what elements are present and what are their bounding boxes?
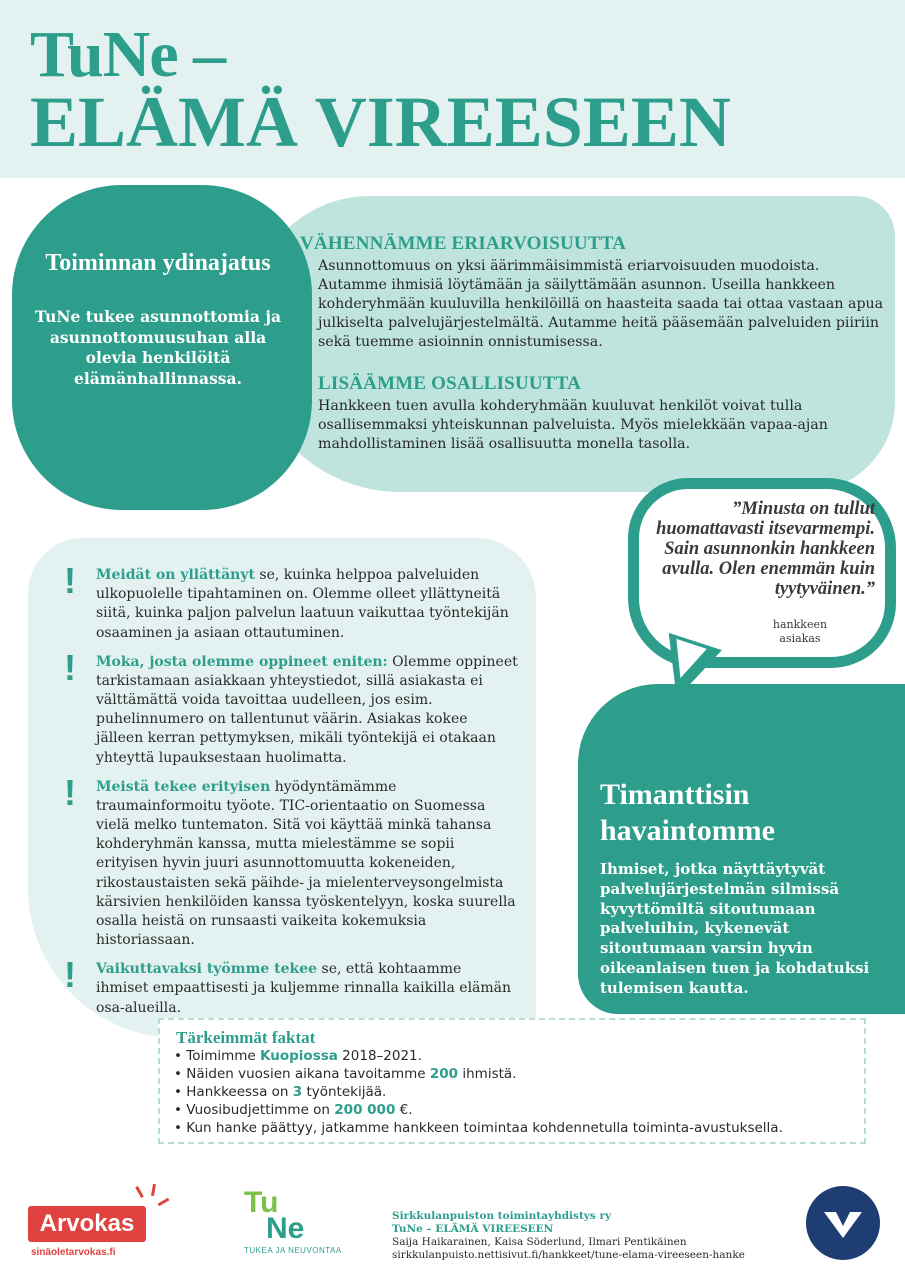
learning-text	[96, 778, 518, 951]
quote-source: hankkeen asiakas	[772, 618, 828, 646]
list-item	[58, 560, 518, 643]
learning-lead: Moka, josta olemme oppineet eniten:	[96, 653, 388, 670]
learning-body: se, että kohtaamme ihmiset empaattisesti ja kuljemme rinnalla kaikilla elämän osa-alueilla.	[96, 961, 512, 1016]
tune-logo-sub: TUKEA JA NEUVONTAA	[244, 1246, 342, 1255]
facts-list	[174, 1048, 850, 1138]
section-inclusion	[318, 371, 878, 454]
learning-lead: Meidät on yllättänyt	[96, 567, 255, 583]
exclamation-icon: !	[64, 560, 76, 601]
section-inclusion-heading: LISÄÄMME OSALLISUUTTA	[318, 373, 582, 394]
list-item	[58, 646, 518, 768]
title-line-2: ELÄMÄ VIREESEEN	[30, 82, 731, 162]
section-inequality-heading: VÄHENNÄMME ERIARVOISUUTTA	[300, 233, 627, 254]
project-name: TuNe – ELÄMÄ VIREESEEN	[392, 1223, 554, 1236]
client-quote: ”Minusta on tullut huomattavasti itsevarmempi. Sain asunnonkin hankkeen avulla. Olen enemmän kuin tyytyväinen.”	[656, 499, 875, 599]
fact-item: • Kun hanke päättyy, jatkamme hankkeen toimintaa kohdennetulla toiminta-avustuksella.	[174, 1120, 850, 1138]
org-info	[392, 1210, 745, 1263]
list-item	[58, 954, 518, 1018]
arvokas-url: sinäoletarvokas.fi	[31, 1247, 116, 1258]
org-name: Sirkkulanpuiston toimintayhdistys ry	[392, 1210, 612, 1222]
heart-shapes-icon	[822, 1210, 864, 1240]
title-line-1: TuNe –	[30, 18, 226, 91]
core-idea-text: TuNe tukee asunnottomia ja asunnottomuusuhan alla olevia henkilöitä elämänhallinnassa.	[34, 307, 282, 388]
spark-icon	[135, 1186, 144, 1198]
spark-icon	[158, 1198, 170, 1207]
section-inclusion-text: Hankkeen tuen avulla kohderyhmään kuuluvat henkilöt voivat tulla osallisemmaksi yhteiskunnan palveluista. Myös mielekkään vapaa-ajan mahdollistaminen lisää osallisuutta monella tasolla.	[318, 397, 828, 452]
fact-item: • Toimimme Kuopiossa 2018–2021.	[174, 1048, 850, 1066]
arvokas-logo: Arvokas	[28, 1206, 146, 1242]
learnings-list	[58, 560, 518, 1028]
core-idea	[22, 248, 294, 389]
learning-body: Olemme oppineet tarkistamaan asiakkaan yhteystiedot, sillä asiakasta ei välttämättä voida tavoittaa uudelleen, jos esim. puhelinnumero on tallentunut väärin. Asiakas kokee jälleen kerran pettymyksen, mikäli työntekijä ei otakaan yhteyttä lupauksestaan huolimatta.	[96, 653, 518, 766]
learning-text	[96, 653, 518, 768]
page-title	[30, 18, 731, 162]
learning-text	[96, 566, 518, 643]
facts-heading: Tärkeimmät faktat	[176, 1028, 316, 1047]
veikkaus-logo	[806, 1186, 880, 1260]
learning-body: se, kuinka helppoa palveluiden ulkopuolelle tipahtaminen on. Olemme olleet yllättyneitä siitä, kuinka paljon palvelun laatuun vaikuttaa työntekijän osaaminen ja asiaan ottautuminen.	[96, 567, 509, 641]
fact-item: • Näiden vuosien aikana tavoitamme 200 ihmistä.	[174, 1066, 850, 1084]
facts-box	[158, 1018, 866, 1144]
tune-logo	[244, 1186, 342, 1255]
list-item	[58, 771, 518, 951]
learning-text	[96, 960, 518, 1018]
insight-text: Ihmiset, jotka näyttäytyvät palvelujärjestelmän silmissä kyvyttömiltä sitoutumaan palveluihin, kykenevät sitoutumaan varsin hyvin oikeanlaisen tuen ja kohdatuksi tulemisen kautta.	[600, 860, 870, 997]
learning-lead: Vaikuttavaksi työmme tekee	[96, 961, 318, 978]
tune-logo-top: Tu	[244, 1186, 279, 1219]
core-idea-heading: Toiminnan ydinajatus	[45, 250, 271, 276]
exclamation-icon: !	[64, 771, 76, 813]
fact-item: • Hankkeessa on 3 työntekijää.	[174, 1084, 850, 1102]
learning-lead: Meistä tekee erityisen	[96, 778, 271, 795]
exclamation-icon: !	[64, 954, 76, 996]
section-inequality	[300, 231, 890, 353]
learning-body: hyödyntämämme traumainformoitu työote. TIC-orientaatio on Suomessa vielä melko tuntematon. Sitä voi käyttää minkä tahansa kohderyhmän kanssa, mutta mielestämme se sopii erityisen hyvin juuri asunnottomuutta kokeneiden, rikostaustaisten sekä päihde- ja mielenterveysongelmista kärsivien henkilöiden kanssa työskentelyyn, koska suurella osalla heistä on runsaasti vaikeita kokemuksia historiassaan.	[96, 778, 516, 949]
section-inequality-text: Asunnottomuus on yksi äärimmäisimmistä eriarvoisuuden muodoista. Autamme ihmisiä löytämään ja säilyttämään asunnon. Useilla hankkeen kohderyhmään kuuluvilla henkilöillä on haasteita saada tai ottaa vastaan apua julkiselta palvelujärjestelmältä. Autamme heitä pääsemään palveluiden piiriin sekä tuemme asioinnin onnistumisessa.	[318, 257, 884, 351]
authors: Saija Haikarainen, Kaisa Söderlund, Ilmari Pentikäinen	[392, 1236, 687, 1249]
tune-logo-bottom: Ne	[266, 1212, 305, 1245]
project-url: sirkkulanpuisto.nettisivut.fi/hankkeet/tune-elama-vireeseen-hanke	[392, 1249, 745, 1262]
insight-heading: Timanttisin havaintomme	[600, 778, 775, 847]
spark-icon	[151, 1184, 156, 1196]
exclamation-icon: !	[64, 646, 76, 688]
fact-item: • Vuosibudjettimme on 200 000 €.	[174, 1102, 850, 1120]
